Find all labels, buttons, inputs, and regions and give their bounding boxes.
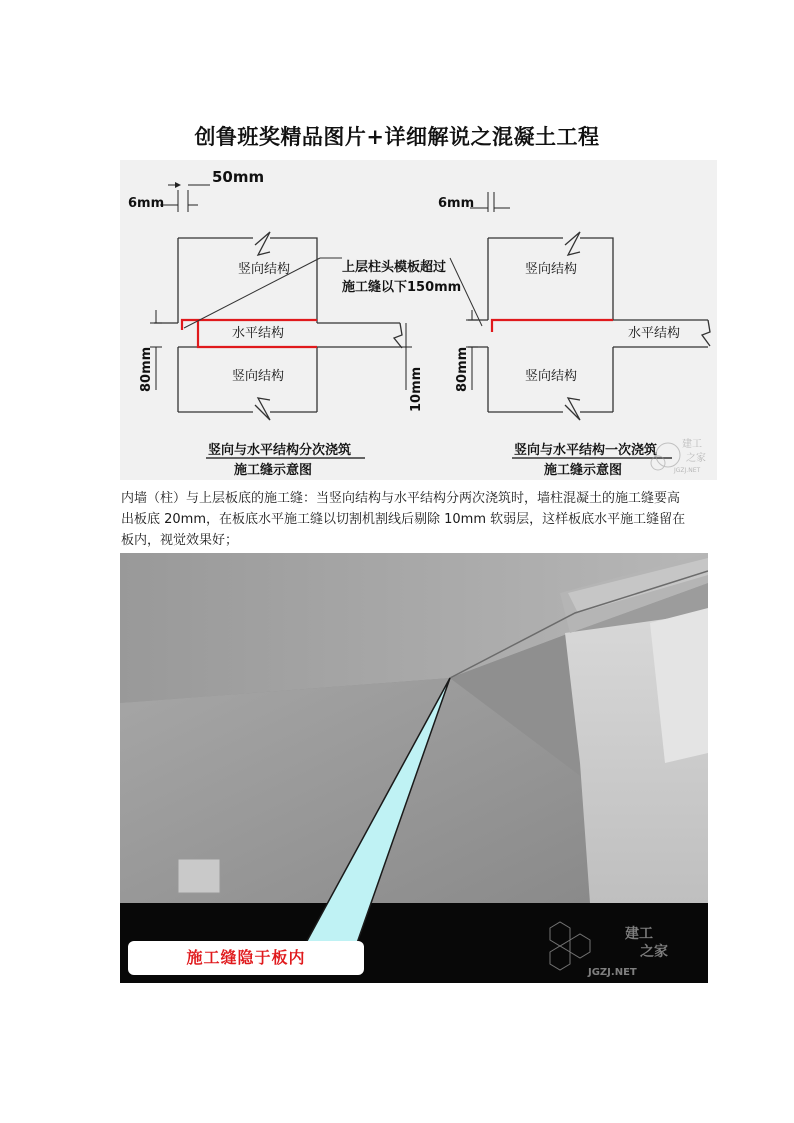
left-dim-6mm: 6mm — [128, 196, 165, 211]
diagram-watermark-site: JGZJ.NET — [674, 467, 701, 474]
left-lower-label: 竖向结构 — [232, 369, 285, 384]
diagram-watermark-logo — [651, 437, 706, 474]
left-dim-10mm: 10mm — [409, 366, 424, 412]
left-upper-label: 竖向结构 — [238, 262, 291, 277]
ceiling-photo — [120, 553, 708, 983]
photo-watermark-site: JGZJ.NET — [588, 967, 637, 978]
left-caption-line2: 施工缝示意图 — [234, 463, 313, 478]
left-caption-line1: 竖向与水平结构分次浇筑 — [208, 443, 352, 458]
right-caption-line1: 竖向与水平结构一次浇筑 — [514, 443, 658, 458]
photo-label: 施工缝隐于板内 — [128, 941, 364, 975]
callout-line1: 上层柱头模板超过 — [342, 260, 447, 275]
callout-line2: 施工缝以下150mm — [342, 280, 462, 295]
right-dim-80mm: 80mm — [455, 346, 470, 392]
diagram-watermark-text1: 建工 — [682, 439, 702, 450]
photo-watermark-text2: 之家 — [640, 944, 668, 960]
right-seam — [492, 320, 613, 332]
right-caption-line2: 施工缝示意图 — [544, 463, 623, 478]
diagram-watermark-text2: 之家 — [686, 453, 706, 464]
right-upper-label: 竖向结构 — [525, 262, 578, 277]
right-lower-label: 竖向结构 — [525, 369, 578, 384]
photo-watermark-text1: 建工 — [625, 926, 653, 942]
right-middle-label: 水平结构 — [628, 326, 681, 341]
left-middle-label: 水平结构 — [232, 326, 285, 341]
caption-text: 内墙（柱）与上层板底的施工缝：当竖向结构与水平结构分两次浇筑时，墙柱混凝土的施工缝要高出板底 20mm，在板底水平施工缝以切割机割线后剔除 10mm 软弱层，这样板底水平施工缝留在板内，视觉效果好； — [121, 491, 686, 548]
page-title: 创鲁班奖精品图片+详细解说之混凝土工程 — [194, 124, 600, 149]
left-dim-50mm: 50mm — [212, 168, 265, 186]
construction-joint-diagram — [120, 160, 717, 480]
right-dim-6mm: 6mm — [438, 196, 475, 211]
left-dim-80mm: 80mm — [139, 346, 154, 392]
